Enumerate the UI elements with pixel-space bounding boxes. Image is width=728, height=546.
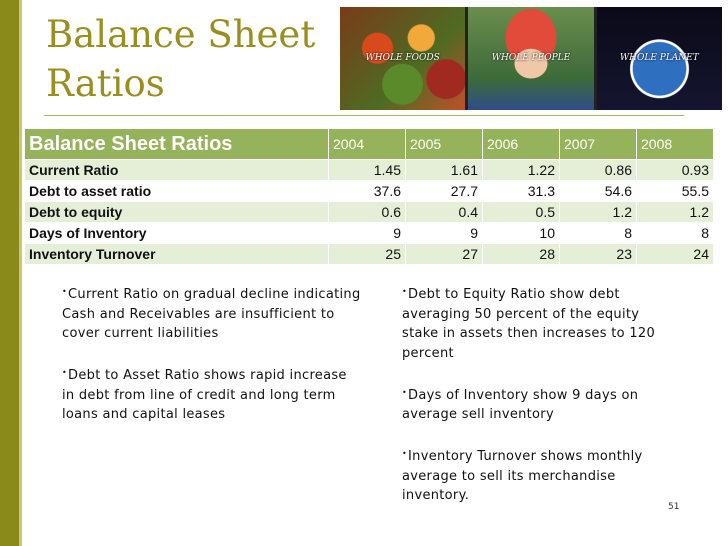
ratio-value-cell: 55.5 <box>637 181 714 202</box>
table-row <box>25 244 714 265</box>
note-item <box>402 383 672 425</box>
ratio-value-cell: 28 <box>483 244 560 265</box>
whole-foods-caption: WHOLE FOODS <box>365 53 440 63</box>
ratio-value-cell: 1.22 <box>483 160 560 181</box>
ratio-value-cell: 27.7 <box>406 181 483 202</box>
row-label: Debt to asset ratio <box>25 181 329 202</box>
ratio-value-cell: 1.2 <box>637 202 714 223</box>
table-title: Balance Sheet Ratios <box>25 129 329 160</box>
banner-images <box>340 7 722 110</box>
note-item <box>62 363 362 425</box>
ratio-value-cell: 1.61 <box>406 160 483 181</box>
table-row <box>25 202 714 223</box>
ratio-value-cell: 9 <box>406 223 483 244</box>
left-accent-stripe <box>19 0 22 546</box>
whole-planet-caption: WHOLE PLANET <box>619 53 699 63</box>
year-header: 2006 <box>483 129 560 160</box>
note-text: Debt to Equity Ratio show debt averaging 50 percent of the equity stake in assets then increases to 120 percent <box>402 287 656 361</box>
row-label: Debt to equity <box>25 202 329 223</box>
ratio-value-cell: 0.86 <box>560 160 637 181</box>
left-accent-bar <box>0 0 19 546</box>
ratio-value-cell: 1.2 <box>560 202 637 223</box>
ratio-value-cell: 0.6 <box>329 202 406 223</box>
year-header: 2004 <box>329 129 406 160</box>
ratio-value-cell: 24 <box>637 244 714 265</box>
whole-people-caption: WHOLE PEOPLE <box>491 53 571 63</box>
note-text: Inventory Turnover shows monthly average to sell its merchandise inventory. <box>402 449 643 503</box>
ratio-value-cell: 0.93 <box>637 160 714 181</box>
whole-planet-image <box>597 7 722 110</box>
ratio-value-cell: 1.45 <box>329 160 406 181</box>
ratio-value-cell: 8 <box>637 223 714 244</box>
ratio-value-cell: 31.3 <box>483 181 560 202</box>
bullet-icon: • <box>402 387 408 397</box>
year-header: 2007 <box>560 129 637 160</box>
note-item <box>62 282 362 344</box>
page-number: 51 <box>668 502 680 512</box>
ratio-value-cell: 9 <box>329 223 406 244</box>
notes-right-column <box>402 282 672 525</box>
bullet-icon: • <box>402 287 408 296</box>
ratio-value-cell: 27 <box>406 244 483 265</box>
row-label: Current Ratio <box>25 160 329 181</box>
whole-foods-image <box>340 7 465 110</box>
balance-sheet-ratios-table <box>24 128 714 265</box>
table-row <box>25 223 714 244</box>
ratio-value-cell: 54.6 <box>560 181 637 202</box>
ratio-value-cell: 25 <box>329 244 406 265</box>
slide-title: Balance Sheet Ratios <box>46 13 316 105</box>
notes-left-column <box>62 282 362 444</box>
bullet-icon: • <box>402 449 408 458</box>
ratio-value-cell: 37.6 <box>329 181 406 202</box>
table-row <box>25 181 714 202</box>
year-header: 2008 <box>637 129 714 160</box>
row-label: Days of Inventory <box>25 223 329 244</box>
note-text: Debt to Asset Ratio shows rapid increase in debt from line of credit and long term loans and capital leases <box>62 368 347 422</box>
table-header-row <box>25 129 714 160</box>
note-item <box>402 444 672 506</box>
title-divider <box>44 115 684 116</box>
note-text: Current Ratio on gradual decline indicating Cash and Receivables are insufficient to cover current liabilities <box>62 287 361 341</box>
ratio-value-cell: 23 <box>560 244 637 265</box>
row-label: Inventory Turnover <box>25 244 329 265</box>
table-row <box>25 160 714 181</box>
ratio-value-cell: 0.4 <box>406 202 483 223</box>
whole-people-image <box>468 7 593 110</box>
ratio-value-cell: 10 <box>483 223 560 244</box>
note-text: Days of Inventory show 9 days on average sell inventory <box>402 387 639 422</box>
ratio-value-cell: 8 <box>560 223 637 244</box>
year-header: 2005 <box>406 129 483 160</box>
bullet-icon: • <box>62 368 68 377</box>
note-item <box>402 282 672 363</box>
ratio-value-cell: 0.5 <box>483 202 560 223</box>
bullet-icon: • <box>62 287 68 296</box>
